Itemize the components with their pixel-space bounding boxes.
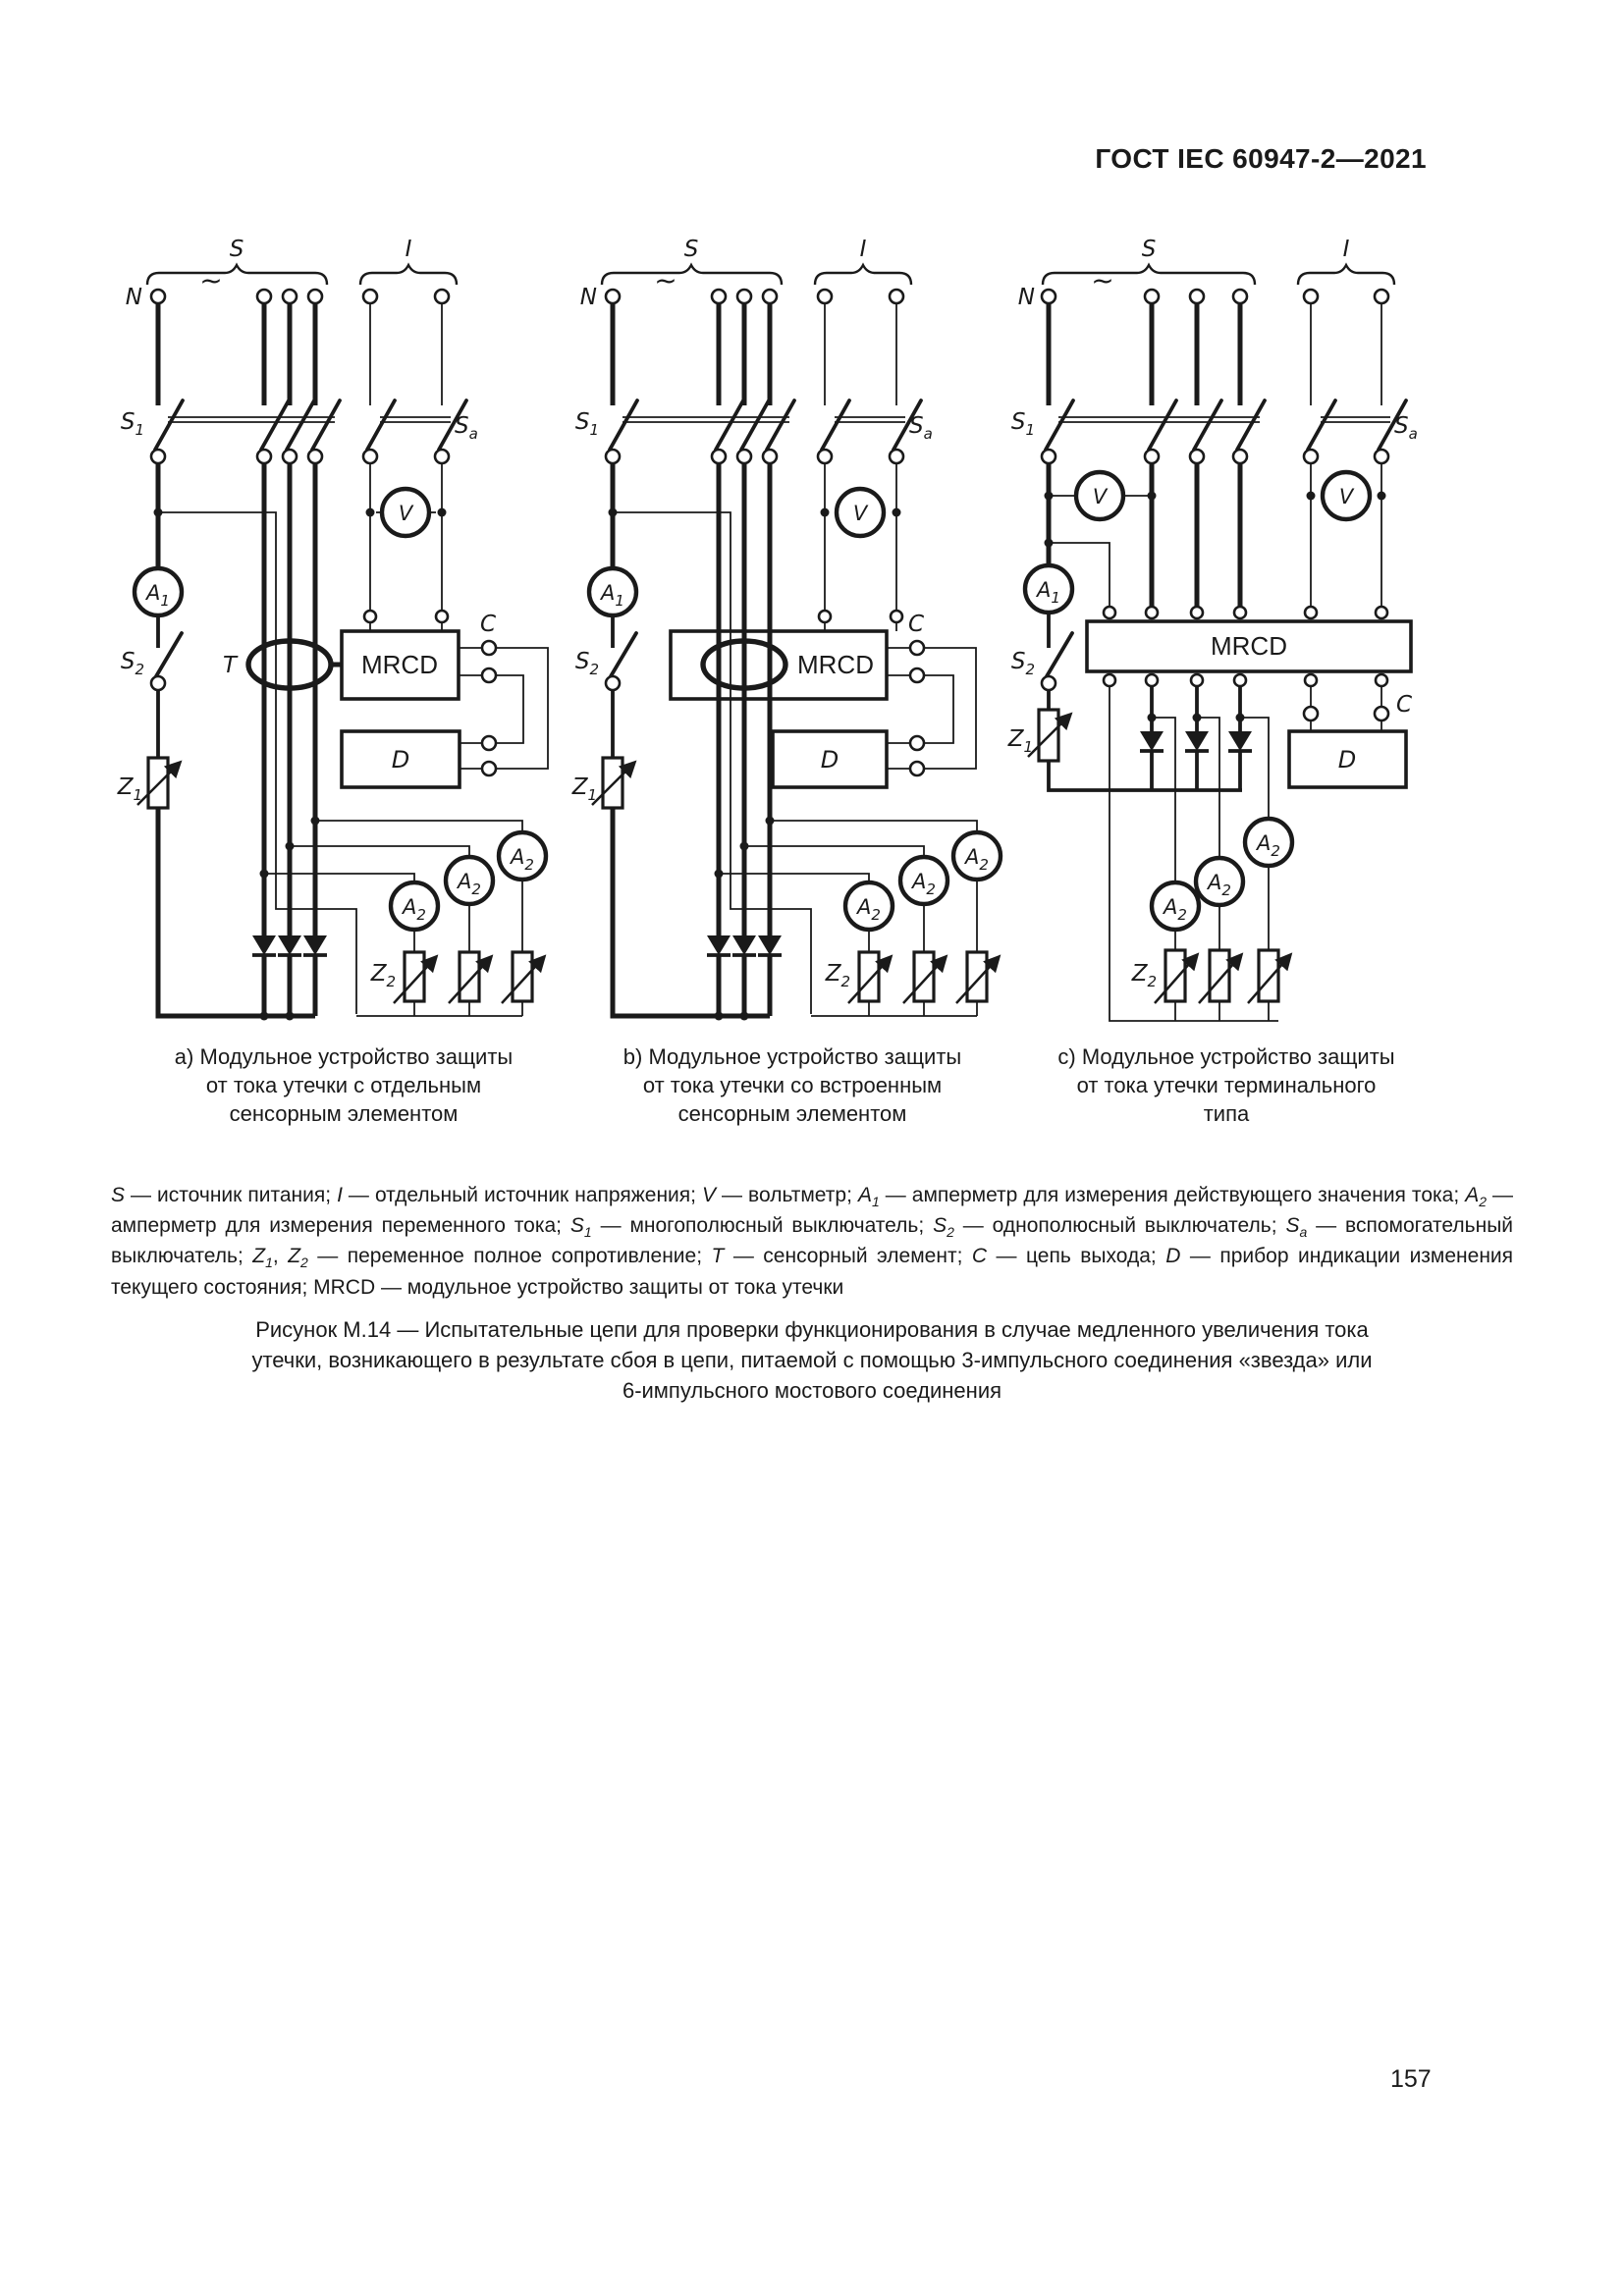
aux-source-label: I	[859, 237, 867, 262]
z1-label: Z	[571, 774, 588, 800]
voltmeter-label: V	[1338, 485, 1354, 508]
figure-caption: Рисунок М.14 — Испытательные цепи для проверки функционирования в случае медленного увеличения тока утечки, возникающего в результате сбоя в цепи, питаемой с помощью 3-импульсного соединения «звезда» или 6-импульсного мостового соединения	[251, 1317, 1373, 1403]
ammeter-a2-label: A	[403, 895, 417, 919]
svg-text:A1: $A_1$	[601, 581, 624, 610]
ac-symbol: ~	[654, 264, 677, 296]
switch-sa	[1304, 400, 1418, 463]
diode	[732, 935, 756, 955]
svg-text:A2: $A_2$	[458, 870, 481, 898]
svg-text:A2: $A_2$	[511, 845, 534, 874]
diagram-caption-a: a) Модульное устройство защиты от тока утечки с отдельным сенсорным элементом	[174, 1044, 514, 1127]
mrcd-unit	[1087, 607, 1411, 686]
output-label: C	[907, 612, 925, 637]
diode	[707, 935, 731, 955]
source-braces	[1018, 237, 1394, 310]
ammeter-a2-label: A	[857, 895, 872, 919]
mrcd-label: MRCD	[361, 650, 438, 679]
upper-conductors	[1049, 303, 1381, 405]
ammeter-a2-label: A	[1208, 871, 1222, 894]
voltmeter	[821, 463, 901, 611]
voltmeter-right	[1307, 463, 1386, 607]
output-circuit	[1289, 686, 1412, 787]
sa-label: S	[1394, 413, 1409, 439]
supply-terminals	[151, 290, 449, 303]
mrcd-unit	[671, 611, 902, 699]
svg-text:A2: $A_2$	[912, 870, 936, 898]
svg-text:A2: $A_2$	[403, 895, 426, 924]
aux-source-label: I	[1342, 237, 1350, 262]
svg-text:A2: $A_2$	[965, 845, 989, 874]
mrcd-unit	[342, 611, 459, 699]
voltmeter-left	[1045, 472, 1157, 519]
phase-conductors	[707, 463, 782, 1016]
switch-s1	[121, 400, 340, 463]
z1-label: Z	[1007, 726, 1024, 752]
voltmeter-label: V	[398, 502, 413, 525]
diode	[278, 935, 301, 955]
circuit-diagram-a	[93, 211, 555, 1041]
s1-label: S	[574, 409, 590, 435]
phase-conductors	[1152, 463, 1240, 607]
ammeter-a1-label: A	[146, 581, 161, 605]
ammeter-a2-label: A	[1164, 895, 1178, 919]
svg-text:A2: $A_2$	[1257, 831, 1280, 860]
neutral-label: N	[125, 285, 142, 310]
diode	[1140, 731, 1164, 751]
diode	[1185, 731, 1209, 751]
ammeter-a2-label: A	[965, 845, 980, 869]
svg-text:Z2: $Z_2$	[1131, 961, 1157, 990]
svg-text:Z1: $Z_1$	[1007, 726, 1033, 756]
sensor-toroid	[223, 641, 342, 688]
sensor-label: T	[222, 653, 237, 678]
svg-text:A2: $A_2$	[1164, 895, 1187, 924]
s1-label: S	[1010, 409, 1026, 435]
ammeter-a1-label: A	[601, 581, 616, 605]
z1-label: Z	[117, 774, 134, 800]
svg-text:S1: $S_1$	[1010, 409, 1035, 439]
voltmeter	[366, 463, 447, 611]
circuit-diagram-c	[1001, 211, 1551, 1041]
svg-text:Sa: $S_a$	[455, 413, 478, 443]
output-label: C	[1396, 692, 1413, 718]
supply-source-label: S	[229, 237, 244, 262]
svg-text:S2: $S_2$	[574, 649, 599, 678]
indicator-label: D	[391, 746, 410, 774]
svg-text:S2: $S_2$	[1010, 649, 1035, 678]
diode	[303, 935, 327, 955]
indicator-label: D	[820, 746, 839, 774]
aux-source-label: I	[405, 237, 412, 262]
load-branch	[260, 817, 547, 1017]
svg-text:S2: $S_2$	[120, 649, 144, 678]
voltmeter-label: V	[852, 502, 868, 525]
svg-text:Z2: $Z_2$	[825, 961, 850, 990]
diode	[758, 935, 782, 955]
supply-source-label: S	[683, 237, 699, 262]
upper-conductors	[613, 303, 896, 405]
phase-conductors	[252, 463, 327, 1016]
document-header: ГОСТ IEC 60947-2—2021	[1095, 143, 1427, 174]
diode	[1228, 731, 1252, 751]
svg-text:Z2: $Z_2$	[370, 961, 396, 990]
ammeter-a2-label: A	[511, 845, 525, 869]
svg-text:Sa: $S_a$	[909, 413, 933, 443]
s1-label: S	[120, 409, 135, 435]
indicator-label: D	[1337, 746, 1357, 774]
circuit-diagram-b	[548, 211, 1009, 1041]
svg-text:Z1: $Z_1$	[571, 774, 597, 804]
ammeter-a2-label: A	[912, 870, 927, 893]
svg-text:Z1: $Z_1$	[117, 774, 142, 804]
z2-label: Z	[1131, 961, 1148, 987]
diagram-caption-b: b) Модульное устройство защиты от тока утечки со встроенным сенсорным элементом	[623, 1044, 962, 1127]
load-branch	[1131, 718, 1292, 1021]
sa-label: S	[455, 413, 469, 439]
diagram-caption-c: c) Модульное устройство защиты от тока утечки терминального типа	[1057, 1044, 1395, 1127]
mrcd-label: MRCD	[797, 650, 874, 679]
sa-label: S	[909, 413, 924, 439]
s2-label: S	[574, 649, 590, 674]
svg-text:S1: $S_1$	[574, 409, 599, 439]
ac-symbol: ~	[1091, 264, 1114, 296]
z2-label: Z	[370, 961, 387, 987]
diode	[252, 935, 276, 955]
svg-text:A1: $A_1$	[146, 581, 170, 610]
s2-label: S	[120, 649, 135, 674]
svg-text:Sa: $S_a$	[1394, 413, 1418, 443]
ammeter-a2-label: A	[458, 870, 472, 893]
ac-symbol: ~	[199, 264, 223, 296]
switch-sa	[363, 400, 478, 463]
neutral-label: N	[1017, 285, 1035, 310]
supply-source-label: S	[1141, 237, 1157, 262]
figure-legend: S — источник питания; I — отдельный источник напряжения; V — вольтметр; $A_1$ — амперметр для измерения действующего значения тока; $A_2$ — амперметр для измерения переменного тока; $S_1$ — многополюсный выключатель; $S_2$ — однополюсный выключатель; $S_a$ — вспомогательный выключатель; $Z_1$, $Z_2$ — переменное полное сопротивление; T — сенсорный элемент; C — цепь выхода; D — прибор индикации изменения текущего состояния; MRCD — модульное устройство защиты от тока утечки	[111, 1184, 1514, 1299]
ammeter-a2-label: A	[1257, 831, 1272, 855]
output-label: C	[479, 612, 497, 637]
svg-text:A2: $A_2$	[857, 895, 881, 924]
mrcd-label: MRCD	[1211, 631, 1287, 661]
switch-sa	[818, 400, 933, 463]
ammeter-a1-label: A	[1037, 578, 1052, 602]
voltmeter-label: V	[1092, 485, 1108, 508]
page-number: 157	[1390, 2065, 1432, 2093]
load-branch	[715, 817, 1001, 1017]
s2-label: S	[1010, 649, 1026, 674]
neutral-label: N	[579, 285, 597, 310]
svg-text:A1: $A_1$	[1037, 578, 1060, 607]
z2-label: Z	[825, 961, 841, 987]
switch-s1	[575, 400, 794, 463]
svg-text:S1: $S_1$	[120, 409, 144, 439]
switch-s1	[1011, 400, 1265, 463]
supply-terminals	[606, 290, 903, 303]
svg-text:A2: $A_2$	[1208, 871, 1231, 899]
upper-conductors	[158, 303, 442, 405]
